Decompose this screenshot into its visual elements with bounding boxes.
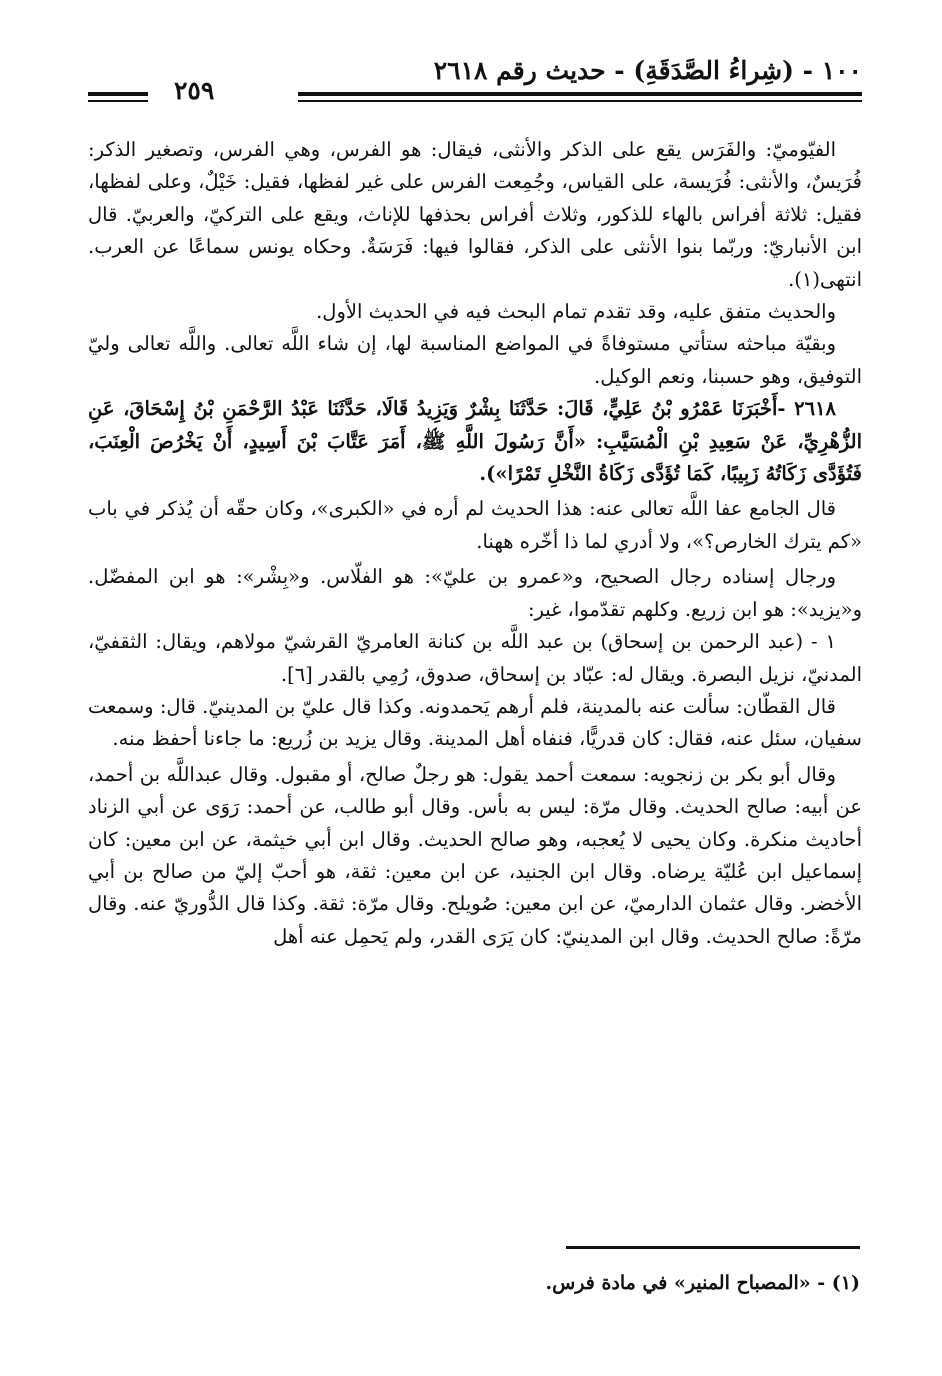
body-text [88,134,862,953]
paragraph: وبقيّة مباحثه ستأتي مستوفاةً في المواضع المناسبة لها، إن شاء اللَّه تعالى. واللَّه تعالى وليّ التوفيق، وهو حسبنا، ونعم الوكيل. [88,332,862,388]
paragraph: الفيّوميّ: والفَرَس يقع على الذكر والأنثى، فيقال: هو الفرس، وهي الفرس، وتصغير الذكر: فُرَيسٌ، والأنثى: فُرَيسة، على القياس، وجُمِعت الفرس على غير لفظها، فقيل: خَيْلٌ، وعلى لفظها، فقيل: ثلاثة أفراس بالهاء للذكور، وثلاث أفراس بحذفها للإناث، ويقع على التركيّ، والعربيّ. قال ابن الأنباريّ: وربّما بنوا الأنثى على الذكر، فقالوا فيها: فَرَسَةٌ. وحكاه يونس سماعًا عن العرب. انتهى(١). [88,138,862,291]
hadith-text: ٢٦١٨ -أَخْبَرَنَا عَمْرُو بْنُ عَلِيٍّ، قَالَ: حَدَّثَنَا بِشْرٌ وَيَزِيدُ قَالَا، حَدَّثَنَا عَبْدُ الرَّحْمَنِ بْنُ إِسْحَاقَ، عَنِ الزُّهْرِيِّ، عَنْ سَعِيدِ بْنِ الْمُسَيَّبِ: «أَنَّ رَسُولَ اللَّهِ ﷺ، أَمَرَ عَتَّابَ بْنَ أَسِيدٍ، أَنْ يَخْرُصَ الْعِنَبَ، فَتُؤَدَّى زَكَاتُهُ زَبِيبًا، كَمَا تُؤَدَّى زَكَاةُ النَّخْلِ تَمْرًا»). [88,397,862,486]
paragraph: ورجال إسناده رجال الصحيح، و«عمرو بن عليّ»: هو الفلّاس. و«بِشْر»: هو ابن المفضّل. و«يزيد»: هو ابن زريع. وكلهم تقدّموا، غير: [88,565,862,621]
paragraph: قال القطّان: سألت عنه بالمدينة، فلم أرهم يَحمدونه. وكذا قال عليّ بن المدينيّ. قال: وسمعت سفيان، سئل عنه، فقال: كان قدريًّا، فنفاه أهل المدينة. وقال يزيد بن زُريع: ما جاءنا أحفظ منه. [88,694,862,751]
paragraph: ١ - (عبد الرحمن بن إسحاق) بن عبد اللَّه بن كنانة العامريّ القرشيّ مولاهم، ويقال: الثقفيّ، المدنيّ، نزيل البصرة. ويقال له: عبّاد بن إسحاق، صدوق، رُمِي بالقدر [٦]. [88,630,862,686]
footnote-rule [566,1246,860,1249]
page-header [88,56,862,104]
paragraph: قال الجامع عفا اللَّه تعالى عنه: هذا الحديث لم أره في «الكبرى»، وكان حقّه أن يُذكر في باب «كم يترك الخارص؟»، ولا أدري لما ذا أخّره ههنا. [88,497,862,553]
header-title: ١٠٠ - (شِراءُ الصَّدَقَةِ) - حديث رقم ٢٦١٨ [433,56,862,85]
paragraph: وقال أبو بكر بن زنجويه: سمعت أحمد يقول: هو رجلٌ صالح، أو مقبول. وقال عبداللَّه بن أحمد، عن أبيه: صالح الحديث. وقال مرّة: ليس به بأس. وقال أبو طالب، عن أحمد: رَوَى عن أبي الزناد أحاديث منكرة. وكان يحيى لا يُعجبه، وهو صالح الحديث. وقال ابن أبي خيثمة، عن ابن معين: كان إسماعيل ابن عُليّة يرضاه. وقال ابن الجنيد، عن ابن معين: ثقة، هو أحبّ إليّ من صالح بن أبي الأخضر. وقال عثمان الدارميّ، عن ابن معين: صُويلح. وقال مرّة: ثقة. وكذا قال الدُّوريّ عنه. وقال مرّةً: صالح الحديث. وقال ابن المدينيّ: كان يَرَى القدر، ولم يَحمِل عنه أهل [88,762,862,948]
page-number: ٢٥٩ [174,76,215,105]
header-gap [148,84,298,106]
paragraph: والحديث متفق عليه، وقد تقدم تمام البحث فيه في الحديث الأول. [316,300,836,324]
footnote: (١) - «المصباح المنير» في مادة فرس. [545,1272,860,1294]
